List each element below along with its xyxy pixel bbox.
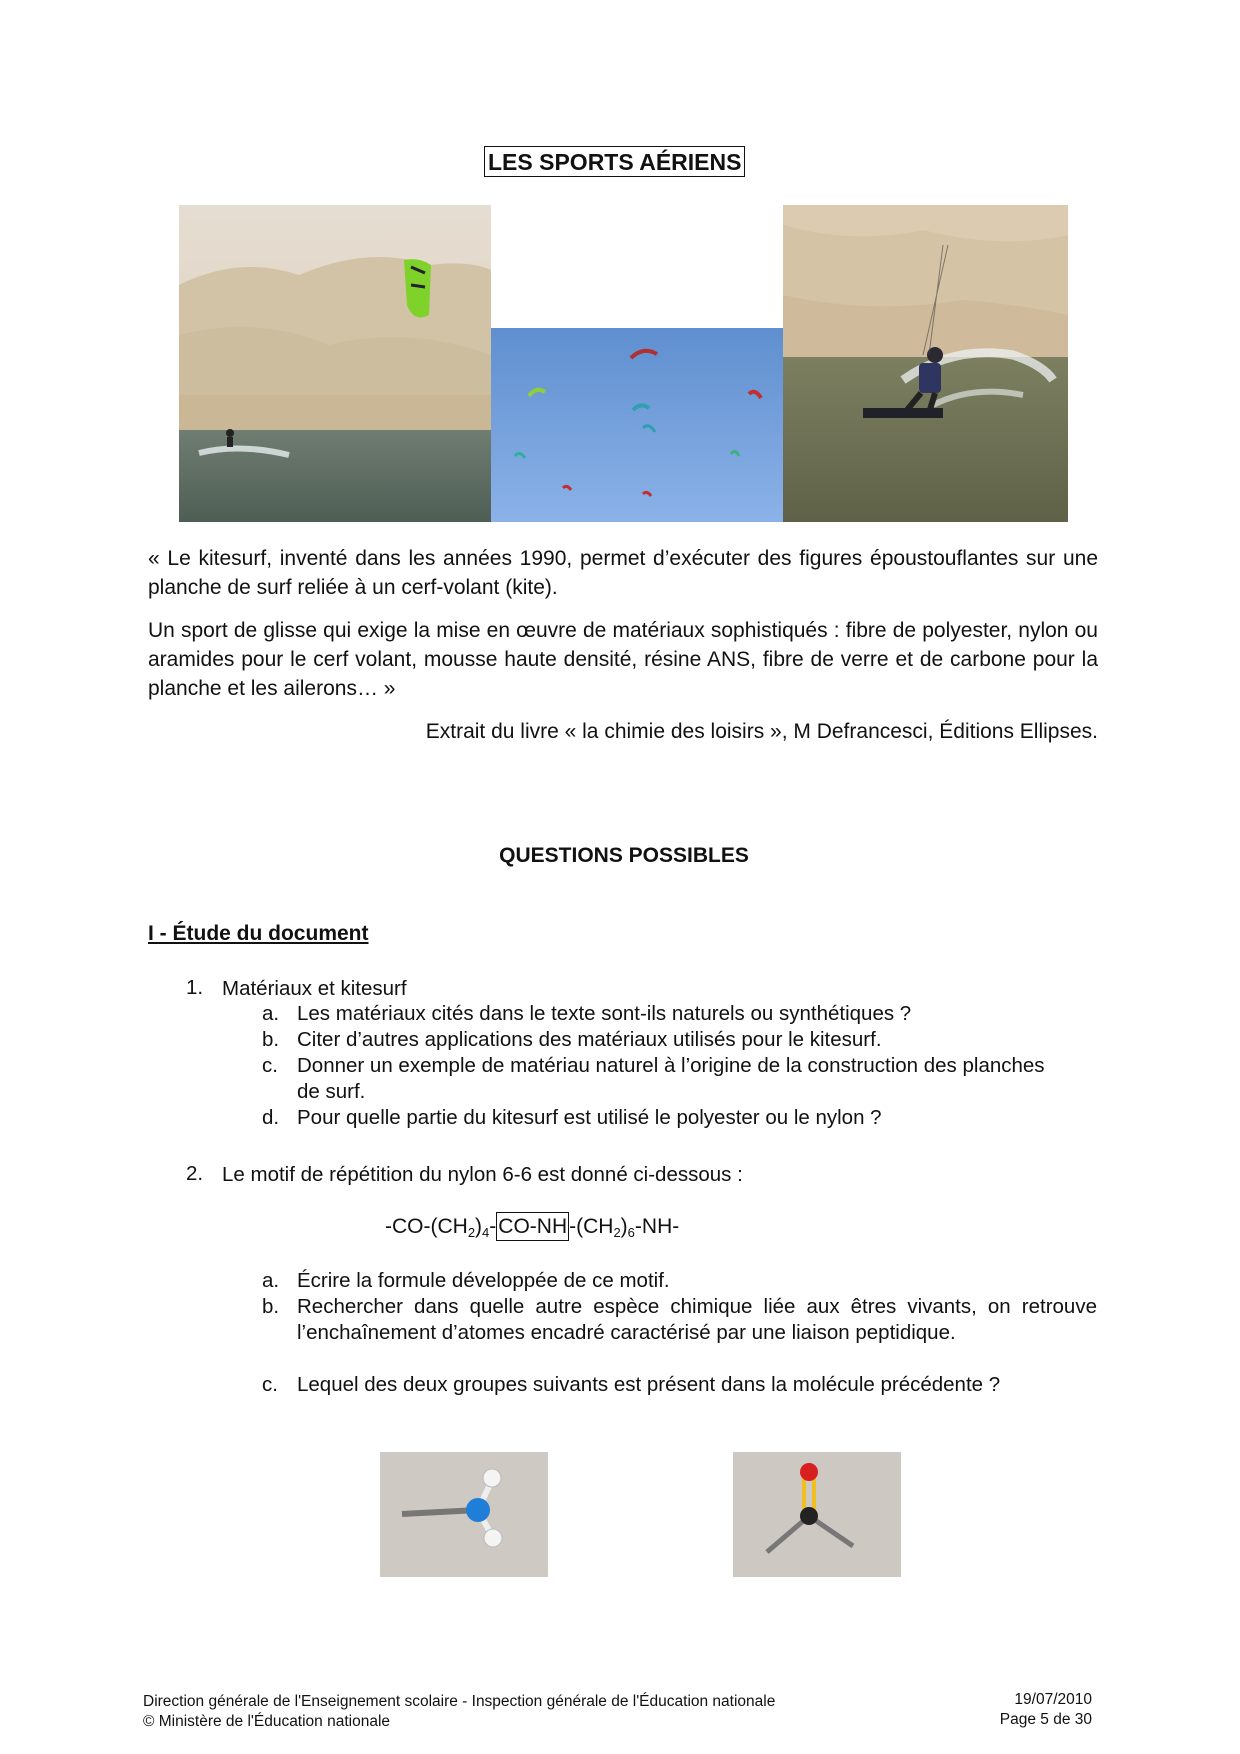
q2-item-b-text: Rechercher dans quelle autre espèce chimique liée aux êtres vivants, on retrouve l’enchaînement d’atomes encadré caractérisé par une liaison peptidique. <box>297 1295 1097 1344</box>
q1-item-c-text: Donner un exemple de matériau naturel à l’origine de la construction des planches de surf. <box>297 1054 1045 1103</box>
section-heading: I - Étude du document <box>148 922 369 945</box>
formula-part: -(CH <box>569 1215 614 1238</box>
q2-item-a-text: Écrire la formule développée de ce motif. <box>297 1269 670 1292</box>
question-2-title: Le motif de répétition du nylon 6-6 est donné ci-dessous : <box>222 1163 743 1186</box>
q1-item-d-text: Pour quelle partie du kitesurf est utilisé le polyester ou le nylon ? <box>297 1106 882 1129</box>
footer-left <box>143 1692 775 1732</box>
q1-item-d-letter: d. <box>262 1106 280 1129</box>
photo-kitesurf-rider <box>783 205 1068 522</box>
formula-part: - <box>489 1215 497 1238</box>
footer-date: 19/07/2010 <box>1014 1691 1092 1708</box>
nylon-formula <box>385 1214 679 1246</box>
q1-item-a-letter: a. <box>262 1002 280 1025</box>
page-title: LES SPORTS AÉRIENS <box>484 146 745 177</box>
source-citation: Extrait du livre « la chimie des loisirs », M Defrancesci, Éditions Ellipses. <box>425 720 1098 743</box>
q1-item-c-letter: c. <box>262 1054 278 1077</box>
q2-item-b-letter: b. <box>262 1295 280 1318</box>
formula-subscript: 6 <box>627 1225 635 1240</box>
photo-amine-model <box>380 1452 548 1577</box>
q2-item-c-letter: c. <box>262 1373 278 1396</box>
photo-carbonyl-model <box>733 1452 901 1577</box>
question-1-number: 1. <box>186 976 204 999</box>
question-1-title: Matériaux et kitesurf <box>222 977 407 1000</box>
question-2-number: 2. <box>186 1162 204 1185</box>
formula-subscript: 4 <box>482 1225 490 1240</box>
formula-part: -NH- <box>634 1215 680 1238</box>
formula-subscript: 2 <box>613 1225 621 1240</box>
q1-item-b-letter: b. <box>262 1028 280 1051</box>
footer-line-2: © Ministère de l'Éducation nationale <box>143 1713 391 1730</box>
formula-boxed-peptide-link: CO-NH <box>496 1212 569 1241</box>
footer-page: Page 5 de 30 <box>999 1711 1092 1728</box>
footer-line-1: Direction générale de l'Enseignement scolaire - Inspection générale de l'Éducation nationale <box>143 1693 776 1710</box>
footer-right <box>986 1690 1092 1730</box>
q2-item-c-text: Lequel des deux groupes suivants est présent dans la molécule précédente ? <box>297 1373 1001 1396</box>
formula-part: ) <box>620 1215 628 1238</box>
photo-kitesurf-dunes <box>179 205 491 522</box>
intro-paragraph-1: « Le kitesurf, inventé dans les années 1990, permet d’exécuter des figures époustouflantes sur une planche de surf reliée à un cerf-volant (kite). <box>148 547 1098 599</box>
q1-item-b-text: Citer d’autres applications des matériaux utilisés pour le kitesurf. <box>297 1028 882 1051</box>
q1-item-a-text: Les matériaux cités dans le texte sont-ils naturels ou synthétiques ? <box>297 1002 912 1025</box>
q2-item-a-letter: a. <box>262 1269 280 1292</box>
photo-kites-sky <box>491 328 783 522</box>
formula-part: ) <box>475 1215 483 1238</box>
intro-paragraph-2: Un sport de glisse qui exige la mise en œuvre de matériaux sophistiqués : fibre de polyester, nylon ou aramides pour le cerf volant, mousse haute densité, résine ANS, fibre de verre et de carbone pour la planche et les ailerons… » <box>148 619 1098 700</box>
formula-part: -CO-(CH <box>385 1215 468 1238</box>
questions-heading: QUESTIONS POSSIBLES <box>499 844 749 867</box>
formula-subscript: 2 <box>467 1225 476 1240</box>
